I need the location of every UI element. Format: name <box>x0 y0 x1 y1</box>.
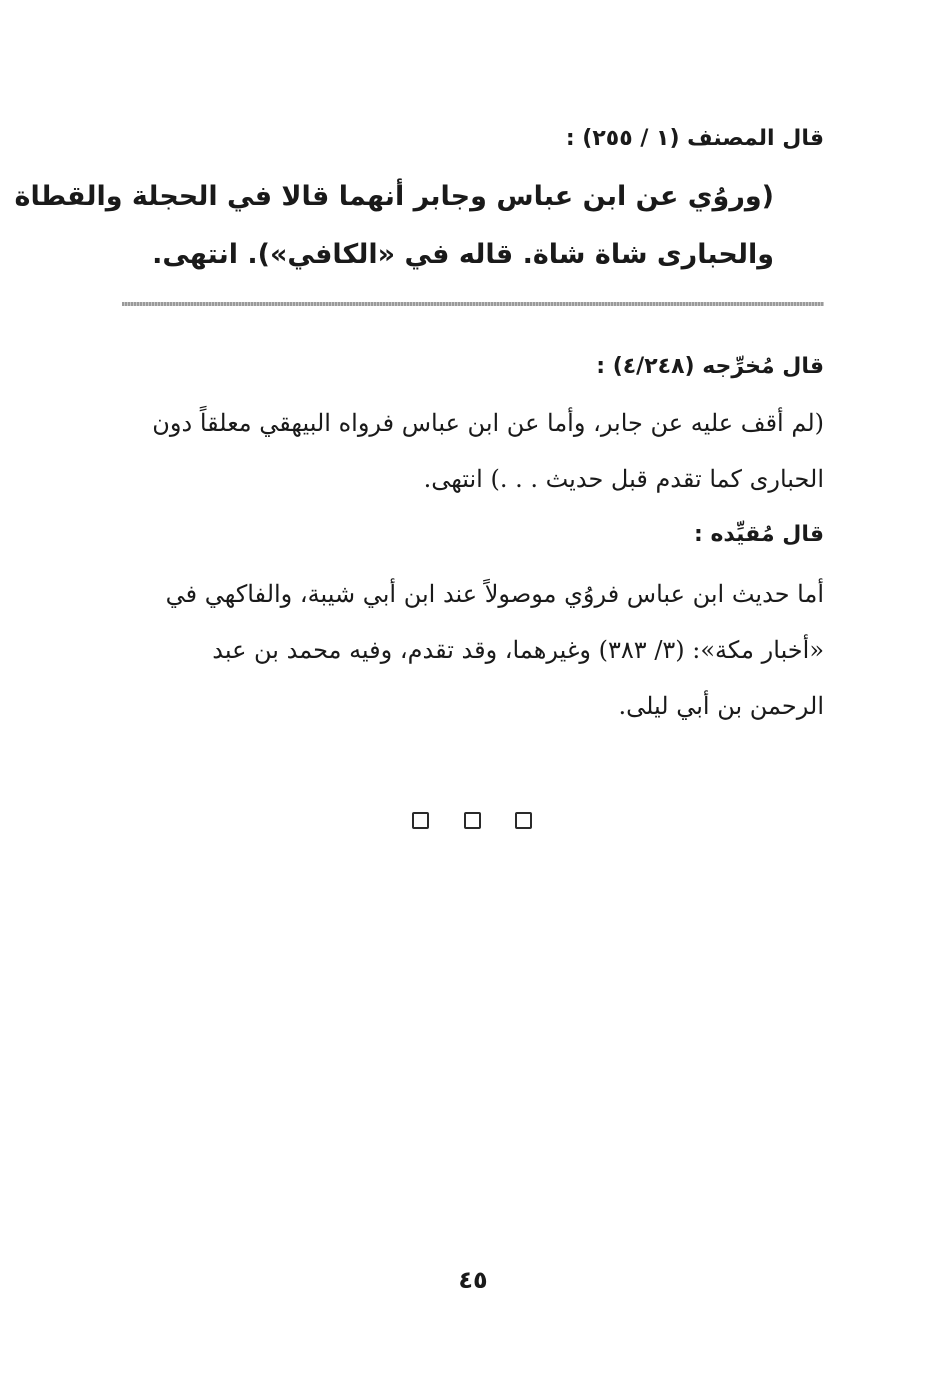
muqayyid-line-3: الرحمن بن أبي ليلى. <box>618 692 824 720</box>
page-number: ٤٥ <box>458 1266 488 1294</box>
takhrij-line-1: (لم أقف عليه عن جابر، وأما عن ابن عباس فرواه البيهقي معلقاً دون <box>152 409 824 437</box>
author-heading: قال المصنف (١ / ٢٥٥) : <box>565 126 824 151</box>
square-ornament-icon <box>515 812 532 829</box>
author-quote-line-1: (وروُي عن ابن عباس وجابر أنهما قالا في الحجلة والقطاة <box>14 181 774 212</box>
section-end-ornament <box>412 812 532 832</box>
muqayyid-paragraph <box>119 566 824 734</box>
takhrij-line-2: الحبارى كما تقدم قبل حديث . . .) انتهى. <box>423 465 824 493</box>
muqayyid-heading: قال مُقيِّده : <box>693 522 824 547</box>
author-quote <box>14 168 774 284</box>
takhrij-heading: قال مُخرِّجه (٤/٢٤٨) : <box>596 354 824 379</box>
square-ornament-icon <box>464 812 481 829</box>
takhrij-paragraph <box>119 395 824 507</box>
author-quote-line-2: والحبارى شاة شاة. قاله في «الكافي»). انتهى. <box>152 239 774 270</box>
section-divider <box>122 302 824 306</box>
square-ornament-icon <box>412 812 429 829</box>
muqayyid-line-1: أما حديث ابن عباس فروُي موصولاً عند ابن أبي شيبة، والفاكهي في <box>165 580 824 608</box>
muqayyid-line-2: «أخبار مكة»: (٣/ ٣٨٣) وغيرهما، وقد تقدم، وفيه محمد بن عبد <box>212 636 824 664</box>
